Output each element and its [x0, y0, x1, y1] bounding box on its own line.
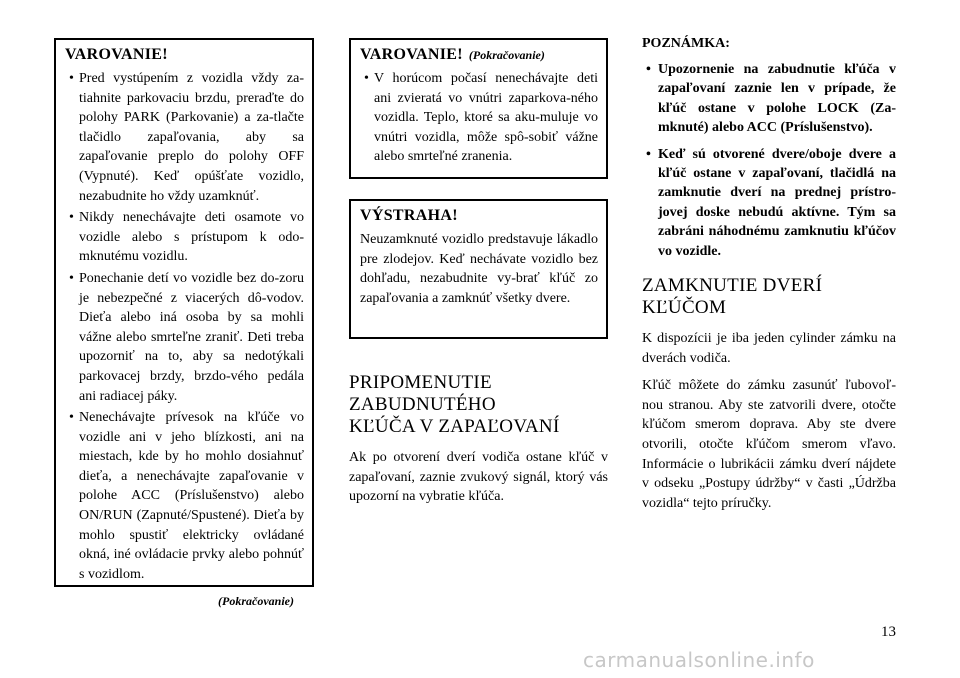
note-bullet-2: • Keď sú otvorené dvere/oboje dvere a kľúč ostane v zapaľovaní, tlačidlá na zamknutie dverí na prednej prístro-jovej doske nebudú aktívne. Tým sa zabráni náhodnému zamknutiu kľúčov vo vozidle.: [642, 145, 896, 261]
warning-box-left: [54, 38, 314, 587]
caution-text: Neuzamknuté vozidlo predstavuje lákadlo pre zlodejov. Keď nechávate vozidlo bez dohľadu, nezabudnite vy-brať kľúč zo zapaľovania a zamknúť všetky dvere.: [360, 232, 598, 306]
note-title: POZNÁMKA:: [642, 36, 730, 51]
heading-line-3: KĽÚČA V ZAPAĽOVANÍ: [349, 416, 560, 437]
left-column: [54, 38, 314, 587]
continued-label: (Pokračovanie): [218, 594, 294, 608]
warning-title: VAROVANIE!: [65, 46, 168, 63]
section-heading-door-lock: [642, 275, 896, 319]
warning-continued-label: (Pokračovanie): [468, 48, 545, 62]
door-lock-paragraph-1: K dispozícii je iba jeden cylinder zámku na dverách vodiča.: [642, 331, 896, 366]
note-bullet-1: • Upozornenie na zabudnutie kľúča v zapaľovaní zaznie len v prípade, že kľúč ostane v polohe LOCK (Za-mknuté) alebo ACC (Príslušenstvo).: [642, 60, 896, 138]
warning-bullet-list-middle: [360, 69, 598, 167]
page-number: 13: [881, 624, 896, 640]
heading-line-2: ZABUDNUTÉHO: [349, 394, 496, 415]
warning-bullet-4: • Nenechávajte prívesok na kľúče vo vozidle ani v jeho blízkosti, ani na miestach, kde by ho mohlo dosiahnuť dieťa, a nenechávajte zapaľovanie v polohe ACC (Príslušenstvo) alebo ON/RUN (Zapnuté/Spustené). Dieťa by mohlo spustiť elektricky ovládané okná, iné ovládacie prvky alebo pohnúť s vozidlom.: [65, 408, 304, 584]
warning-bullet-1: • Pred vystúpením z vozidla vždy za-tiahnite parkovaciu brzdu, preraďte do polohy PARK (Parkovanie) a za-tlačte tlačidlo zapaľovania, aby sa zapaľovanie preplo do polohy OFF (Vypnuté). Keď opúšťate vozidlo, nezabudnite ho vždy uzamknúť.: [65, 69, 304, 206]
warning-bullet-list: [65, 69, 304, 584]
warning-title-text: VAROVANIE!: [360, 46, 463, 63]
warning-title-continued: [360, 46, 598, 64]
heading-line-2: KĽÚČOM: [642, 297, 727, 319]
caution-title: VÝSTRAHA!: [360, 207, 458, 224]
note-bullet-list: [642, 60, 896, 261]
warning-bullet-hot-weather: • V horúcom počasí nenechávajte deti ani zvieratá vo vnútri zaparkova-ného vozidla. Teplo, ktoré sa aku-muluje vo vnútri vozidla, môže spô-sobiť vážne alebo smrteľné zranenia.: [360, 69, 598, 167]
watermark: carmanualsonline.info: [583, 648, 815, 672]
warning-box-middle: [349, 38, 608, 179]
caution-box: [349, 199, 608, 339]
heading-line-1: PRIPOMENUTIE: [349, 372, 492, 393]
right-column: [642, 36, 896, 513]
door-lock-paragraph-2: Kľúč môžete do zámku zasunúť ľubovoľ-nou stranou. Aby ste zatvorili dvere, otočte kľúčom smerom doprava. Aby ste dvere otvorili, otočte kľúčom smerom vľavo. Informácie o lubrikácii zámku dverí nájdete v odseku „Postupy údržby“ v časti „Údržba vozidla“ tejto príručky.: [642, 378, 896, 511]
warning-bullet-3: • Ponechanie detí vo vozidle bez do-zoru je nebezpečné z viacerých dô-vodov. Dieťa alebo iná osoba by sa mohli vážne alebo smrteľne zraniť. Deti treba upozorniť na to, aby sa nedotýkali parkovacej brzdy, brzdo-vého pedála ani radiacej páky.: [65, 269, 304, 406]
section-heading-key-reminder: [349, 372, 608, 438]
heading-line-1: ZAMKNUTIE DVERÍ: [642, 275, 823, 297]
warning-bullet-2: • Nikdy nenechávajte deti osamote vo vozidle alebo s prístupom k odo-mknutému vozidlu.: [65, 208, 304, 267]
middle-column: [349, 38, 608, 507]
key-reminder-text: Ak po otvorení dverí vodiča ostane kľúč v zapaľovaní, zaznie zvukový signál, ktorý vás upozorní na vybratie kľúča.: [349, 450, 608, 505]
